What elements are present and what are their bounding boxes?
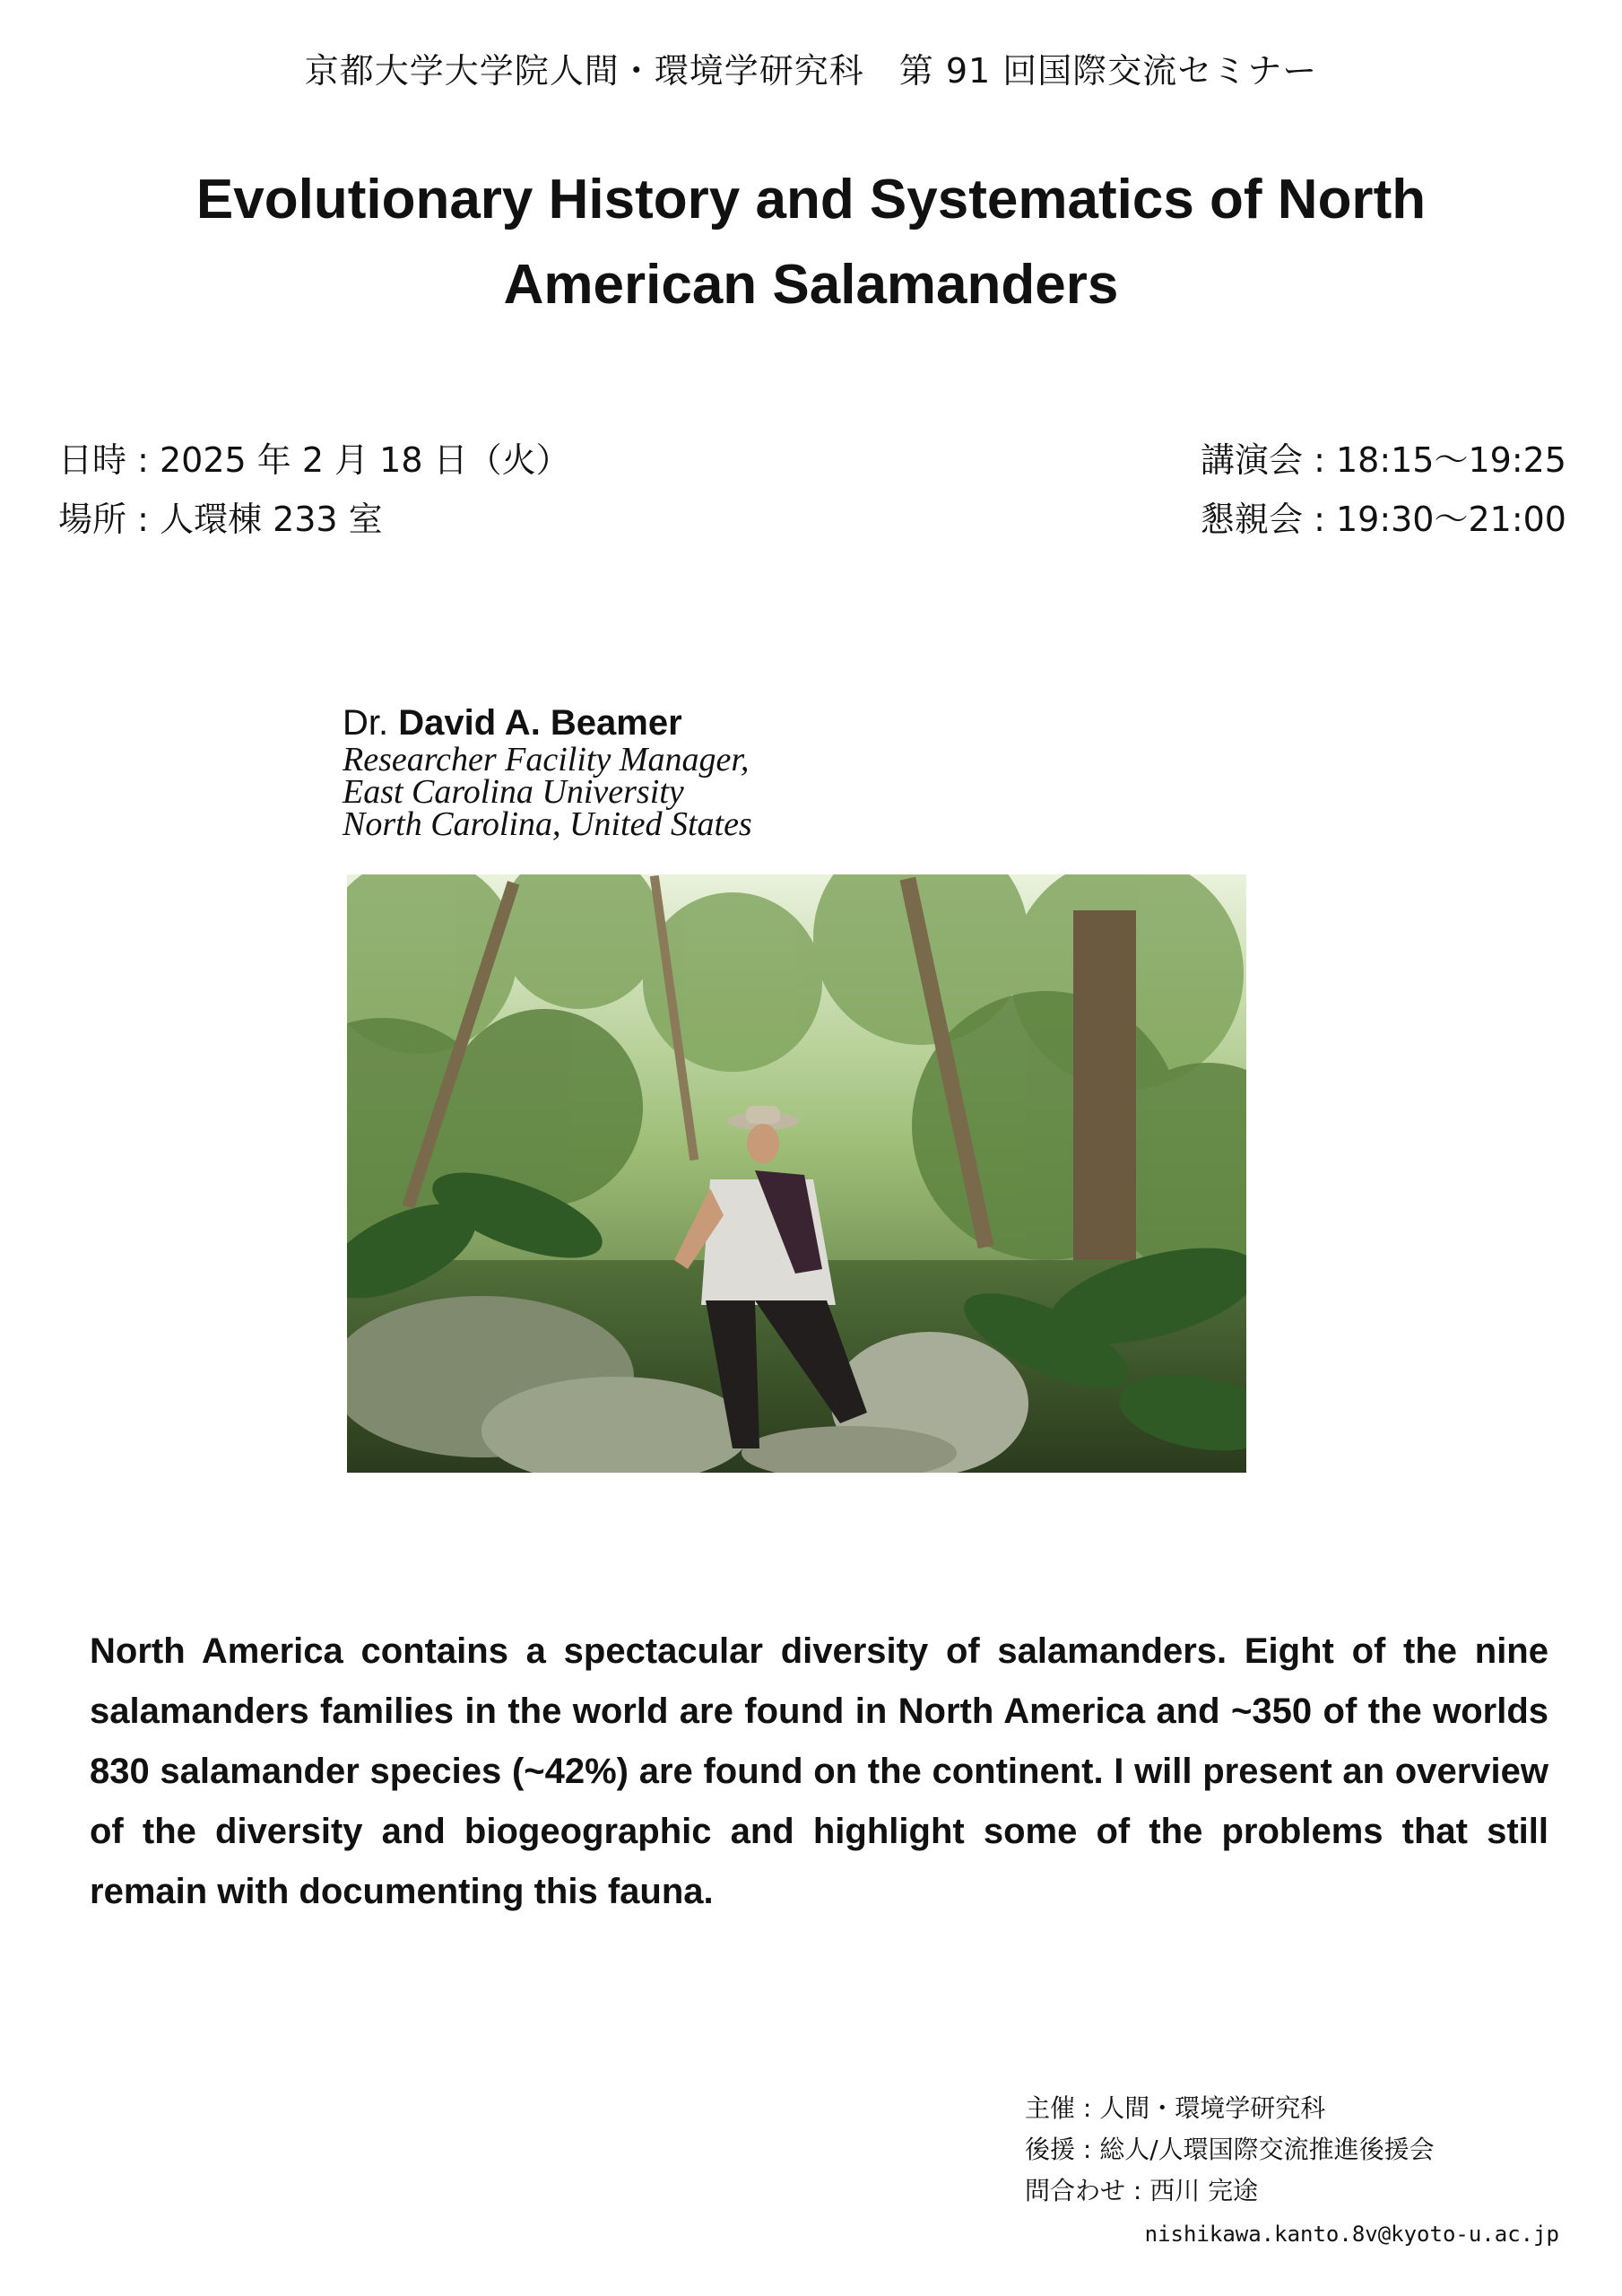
date-value: 2025 年 2 月 18 日（火） [159,440,570,480]
speaker-position: Researcher Facility Manager, [343,741,750,778]
place-label: 場所 [58,500,127,539]
host-value: 人間・環境学研究科 [1099,2093,1326,2123]
support-row: 後援 : 総人/人環国際交流推進後援会 [1025,2135,1435,2164]
support-value: 総人/人環国際交流推進後援会 [1099,2135,1435,2164]
abstract-text: North America contains a spectacular diversity of salamanders. Eight of the nine salamanders families in the world are found in North America and ~350 of the worlds 830 salamander species (~42%) are found on the continent. I will present an overview of the diversity and biogeographic and highlight some of the problems that still remain with documenting this fauna. [90,1631,1548,1911]
schedule-left [58,430,570,549]
seminar-series-header: 京都大学大学院人間・環境学研究科 第 91 回国際交流セミナー [304,51,1318,91]
lecture-label: 講演会 [1200,440,1303,480]
host-row: 主催 : 人間・環境学研究科 [1025,2093,1326,2123]
reception-time: 19:30〜21:00 [1335,500,1566,539]
contact-row: 問合わせ : 西川 完途 [1025,2176,1259,2205]
place-row: 場所 : 人環棟 233 室 [58,500,383,539]
footer-info [1025,2088,1435,2212]
speaker-block [343,702,752,843]
host-label: 主催 [1025,2093,1076,2123]
contact-value: 西川 完途 [1149,2176,1259,2205]
reception-row: 懇親会 : 19:30〜21:00 [1200,500,1566,539]
reception-label: 懇親会 [1200,500,1303,539]
contact-email[interactable]: nishikawa.kanto.8v@kyoto-u.ac.jp [1144,2222,1559,2247]
speaker-institution: East Carolina University [343,773,684,811]
speaker-full-name: David A. Beamer [398,703,682,743]
date-row: 日時 : 2025 年 2 月 18 日（火） [58,440,570,480]
forest-photo-illustration [347,874,1246,1473]
speaker-name [343,702,752,744]
title-line-1: Evolutionary History and Systematics of North [195,169,1427,230]
lecture-time: 18:15〜19:25 [1335,440,1566,480]
speaker-location: North Carolina, United States [343,805,752,843]
speaker-photo [347,874,1246,1473]
support-label: 後援 [1025,2135,1076,2164]
seminar-title [90,157,1532,327]
place-value: 人環棟 233 室 [159,500,383,539]
schedule-right [1201,430,1566,549]
speaker-prefix: Dr. [343,703,389,743]
lecture-row: 講演会 : 18:15〜19:25 [1200,440,1566,480]
title-line-2: American Salamanders [503,254,1119,316]
date-label: 日時 [58,440,127,480]
contact-label: 問合わせ [1025,2176,1126,2205]
